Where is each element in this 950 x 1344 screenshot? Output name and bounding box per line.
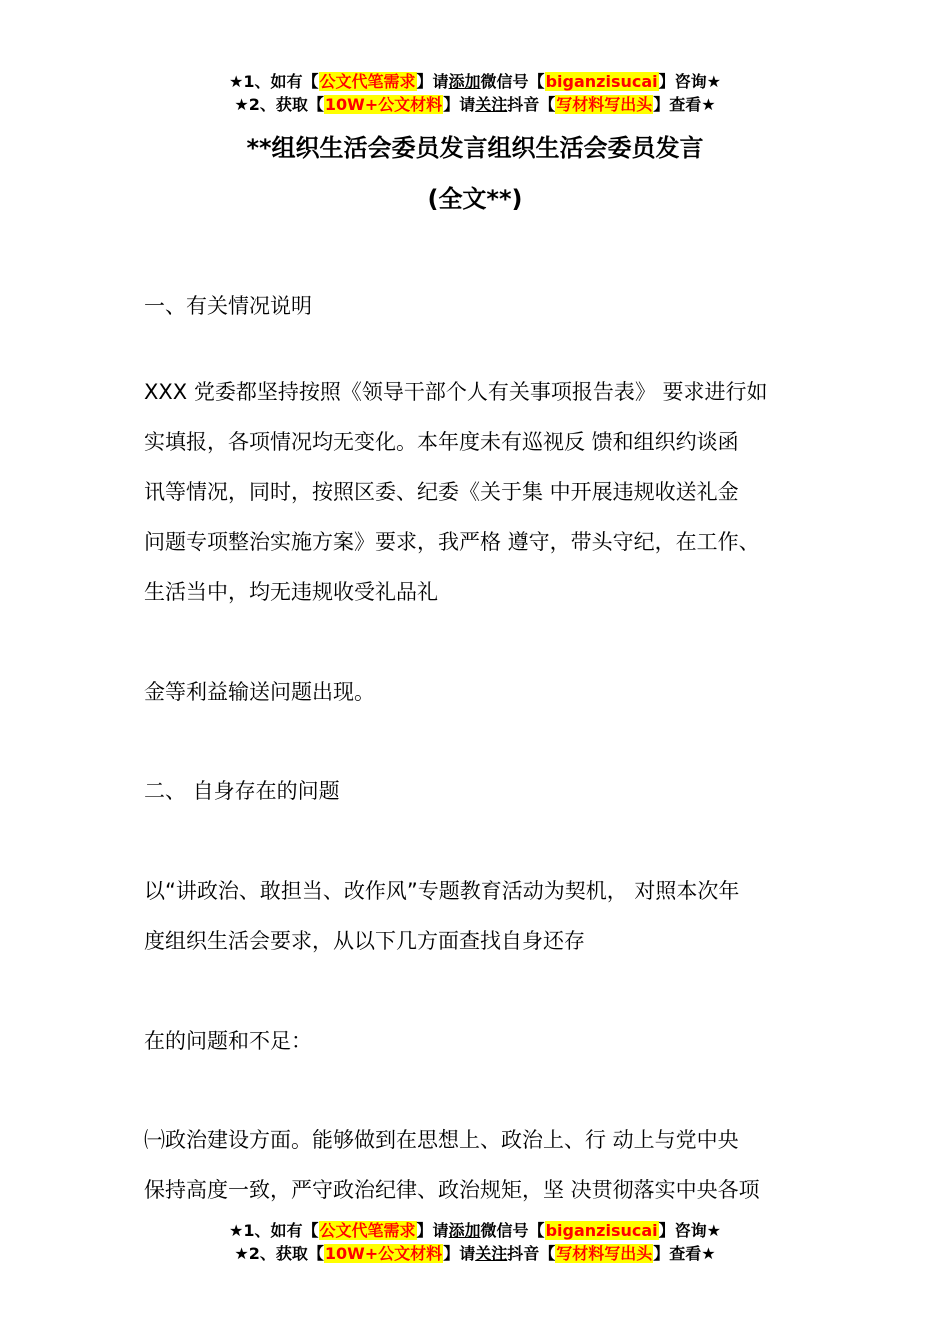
header-line-1-suffix: 】咨询★ — [658, 72, 721, 91]
footer-line-1-suffix: 】咨询★ — [658, 1221, 721, 1240]
paragraph-line: ㈠政治建设方面。能够做到在思想上、政治上、行 动上与党中央 — [144, 1128, 739, 1152]
section-2-heading: 二、 自身存在的问题 — [144, 779, 340, 803]
header-underlined-add: 添加 — [448, 72, 481, 91]
header-line-1-text: 】请 — [416, 72, 449, 91]
paragraph-line: 问题专项整治实施方案》要求，我严格 遵守，带头守纪，在工作、 — [144, 530, 760, 554]
footer-underlined-add: 添加 — [448, 1221, 481, 1240]
paragraph-line: 以“讲政治、敢担当、改作风”专题教育活动为契机， 对照本次年 — [144, 879, 740, 903]
header-highlight-wechat-id: biganzisucai — [545, 72, 658, 91]
header-underlined-follow: 关注 — [475, 95, 508, 114]
footer-line-2-text-2: 抖音【 — [507, 1244, 556, 1263]
footer-line-2-suffix: 】查看★ — [653, 1244, 716, 1263]
footer-banner — [0, 1219, 950, 1265]
header-line-2-suffix: 】查看★ — [653, 95, 716, 114]
paragraph-1 — [144, 367, 834, 617]
footer-highlight-wechat-id: biganzisucai — [545, 1221, 658, 1240]
footer-line-2 — [0, 1242, 950, 1265]
paragraph-line: 保持高度一致，严守政治纪律、政治规矩，坚 决贯彻落实中央各项 — [144, 1178, 760, 1202]
document-subtitle: (全文**) — [427, 185, 523, 213]
paragraph-5 — [144, 1115, 834, 1215]
document-title: **组织生活会委员发言组织生活会委员发言 — [246, 134, 704, 162]
footer-highlight-service: 公文代笔需求 — [319, 1221, 416, 1240]
paragraph-line: XXX 党委都坚持按照《领导干部个人有关事项报告表》 要求进行如 — [144, 380, 768, 404]
footer-line-1-prefix: ★1、如有【 — [229, 1221, 319, 1240]
header-line-1 — [0, 70, 950, 93]
paragraph-4: 在的问题和不足： — [144, 1029, 312, 1053]
header-line-2-text-2: 抖音【 — [507, 95, 556, 114]
header-highlight-materials: 10W+公文材料 — [324, 95, 443, 114]
footer-highlight-materials: 10W+公文材料 — [324, 1244, 443, 1263]
footer-line-2-prefix: ★2、获取【 — [234, 1244, 324, 1263]
header-highlight-douyin: 写材料写出头 — [556, 95, 653, 114]
header-highlight-service: 公文代笔需求 — [319, 72, 416, 91]
paragraph-line: 生活当中，均无违规收受礼品礼 — [144, 580, 438, 604]
footer-line-1 — [0, 1219, 950, 1242]
footer-line-2-text: 】请 — [443, 1244, 476, 1263]
header-line-2 — [0, 93, 950, 116]
header-line-1-prefix: ★1、如有【 — [229, 72, 319, 91]
header-line-1-text-2: 微信号【 — [480, 72, 545, 91]
footer-underlined-follow: 关注 — [475, 1244, 508, 1263]
section-1-heading: 一、有关情况说明 — [144, 294, 312, 318]
paragraph-2: 金等利益输送问题出现。 — [144, 680, 375, 704]
paragraph-line: 实填报，各项情况均无变化。本年度未有巡视反 馈和组织约谈函 — [144, 430, 739, 454]
footer-highlight-douyin: 写材料写出头 — [556, 1244, 653, 1263]
header-banner — [0, 70, 950, 116]
paragraph-3 — [144, 866, 834, 966]
header-line-2-prefix: ★2、获取【 — [234, 95, 324, 114]
paragraph-line: 讯等情况，同时，按照区委、纪委《关于集 中开展违规收送礼金 — [144, 480, 739, 504]
footer-line-1-text: 】请 — [416, 1221, 449, 1240]
footer-line-1-text-2: 微信号【 — [480, 1221, 545, 1240]
header-line-2-text: 】请 — [443, 95, 476, 114]
paragraph-line: 度组织生活会要求，从以下几方面查找自身还存 — [144, 929, 585, 953]
